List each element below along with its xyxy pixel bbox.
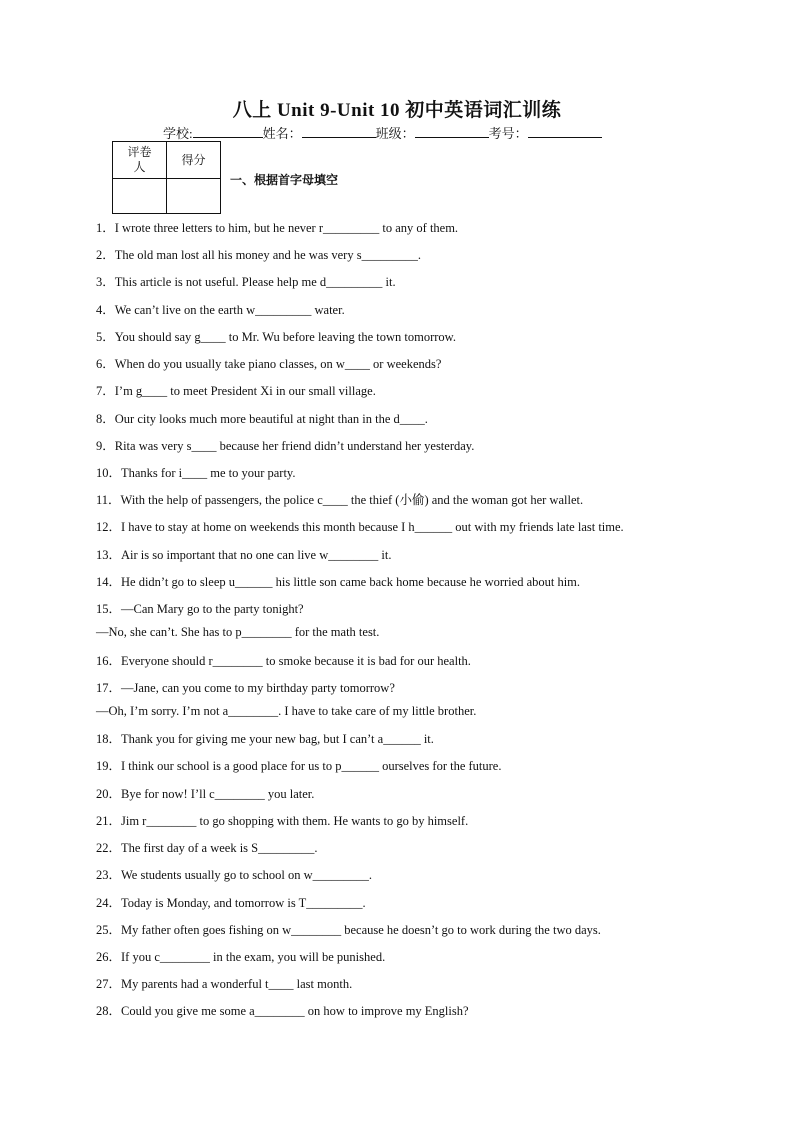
exam-number-blank[interactable]	[528, 125, 602, 138]
score-header: 得分	[167, 142, 221, 179]
question-item: 21．Jim r________ to go shopping with them. He wants to go by himself.	[96, 814, 469, 828]
question-item: 11．With the help of passengers, the police c____ the thief (小偷) and the woman got her wallet.	[96, 493, 584, 507]
name-blank[interactable]	[302, 125, 376, 138]
score-table	[112, 141, 221, 214]
question-item: 15．—Can Mary go to the party tonight?	[96, 602, 304, 616]
question-item: 8．Our city looks much more beautiful at night than in the d____.	[96, 412, 428, 426]
question-item: 24．Today is Monday, and tomorrow is T_________.	[96, 896, 366, 910]
question-item: 7．I’m g____ to meet President Xi in our small village.	[96, 384, 376, 398]
school-blank[interactable]	[193, 125, 263, 138]
question-item: 22．The first day of a week is S_________.	[96, 841, 318, 855]
question-item: 5．You should say g____ to Mr. Wu before leaving the town tomorrow.	[96, 330, 457, 344]
question-item: 23．We students usually go to school on w_________.	[96, 868, 373, 882]
question-item: 16．Everyone should r________ to smoke because it is bad for our health.	[96, 654, 471, 668]
question-item: 19．I think our school is a good place for us to p______ ourselves for the future.	[96, 759, 502, 773]
exam-number-label: 考号：	[488, 126, 528, 141]
score-cell[interactable]	[167, 179, 221, 214]
question-item: 12．I have to stay at home on weekends this month because I h______ out with my friends late last time.	[96, 520, 624, 534]
question-continuation: —No, she can’t. She has to p________ for the math test.	[96, 625, 380, 639]
question-item: 4．We can’t live on the earth w_________ water.	[96, 303, 345, 317]
grader-cell[interactable]	[113, 179, 167, 214]
section-title: 一、根据首字母填空	[230, 173, 339, 187]
name-label: 姓名：	[262, 126, 302, 141]
question-item: 10．Thanks for i____ me to your party.	[96, 466, 296, 480]
grader-header: 评卷人	[113, 142, 167, 179]
question-item: 1．I wrote three letters to him, but he never r_________ to any of them.	[96, 221, 459, 235]
question-item: 20．Bye for now! I’ll c________ you later.	[96, 787, 315, 801]
question-item: 14．He didn’t go to sleep u______ his little son came back home because he worried about him.	[96, 575, 581, 589]
question-item: 18．Thank you for giving me your new bag, but I can’t a______ it.	[96, 732, 434, 746]
question-item: 25．My father often goes fishing on w________ because he doesn’t go to work during the two days.	[96, 923, 601, 937]
page-title: 八上 Unit 9-Unit 10 初中英语词汇训练	[232, 100, 562, 121]
question-item: 28．Could you give me some a________ on how to improve my English?	[96, 1004, 469, 1018]
question-item: 3．This article is not useful. Please help me d_________ it.	[96, 275, 396, 289]
question-item: 26．If you c________ in the exam, you will be punished.	[96, 950, 386, 964]
class-label: 班级：	[375, 126, 415, 141]
question-item: 27．My parents had a wonderful t____ last month.	[96, 977, 353, 991]
question-item: 17．—Jane, can you come to my birthday party tomorrow?	[96, 681, 395, 695]
question-continuation: —Oh, I’m sorry. I’m not a________. I have to take care of my little brother.	[96, 704, 477, 718]
question-item: 13．Air is so important that no one can live w________ it.	[96, 548, 392, 562]
student-info-line	[163, 123, 602, 142]
question-item: 6．When do you usually take piano classes, on w____ or weekends?	[96, 357, 442, 371]
question-item: 2．The old man lost all his money and he was very s_________.	[96, 248, 421, 262]
question-item: 9．Rita was very s____ because her friend didn’t understand her yesterday.	[96, 439, 475, 453]
class-blank[interactable]	[415, 125, 489, 138]
school-label: 学校:	[163, 126, 193, 141]
